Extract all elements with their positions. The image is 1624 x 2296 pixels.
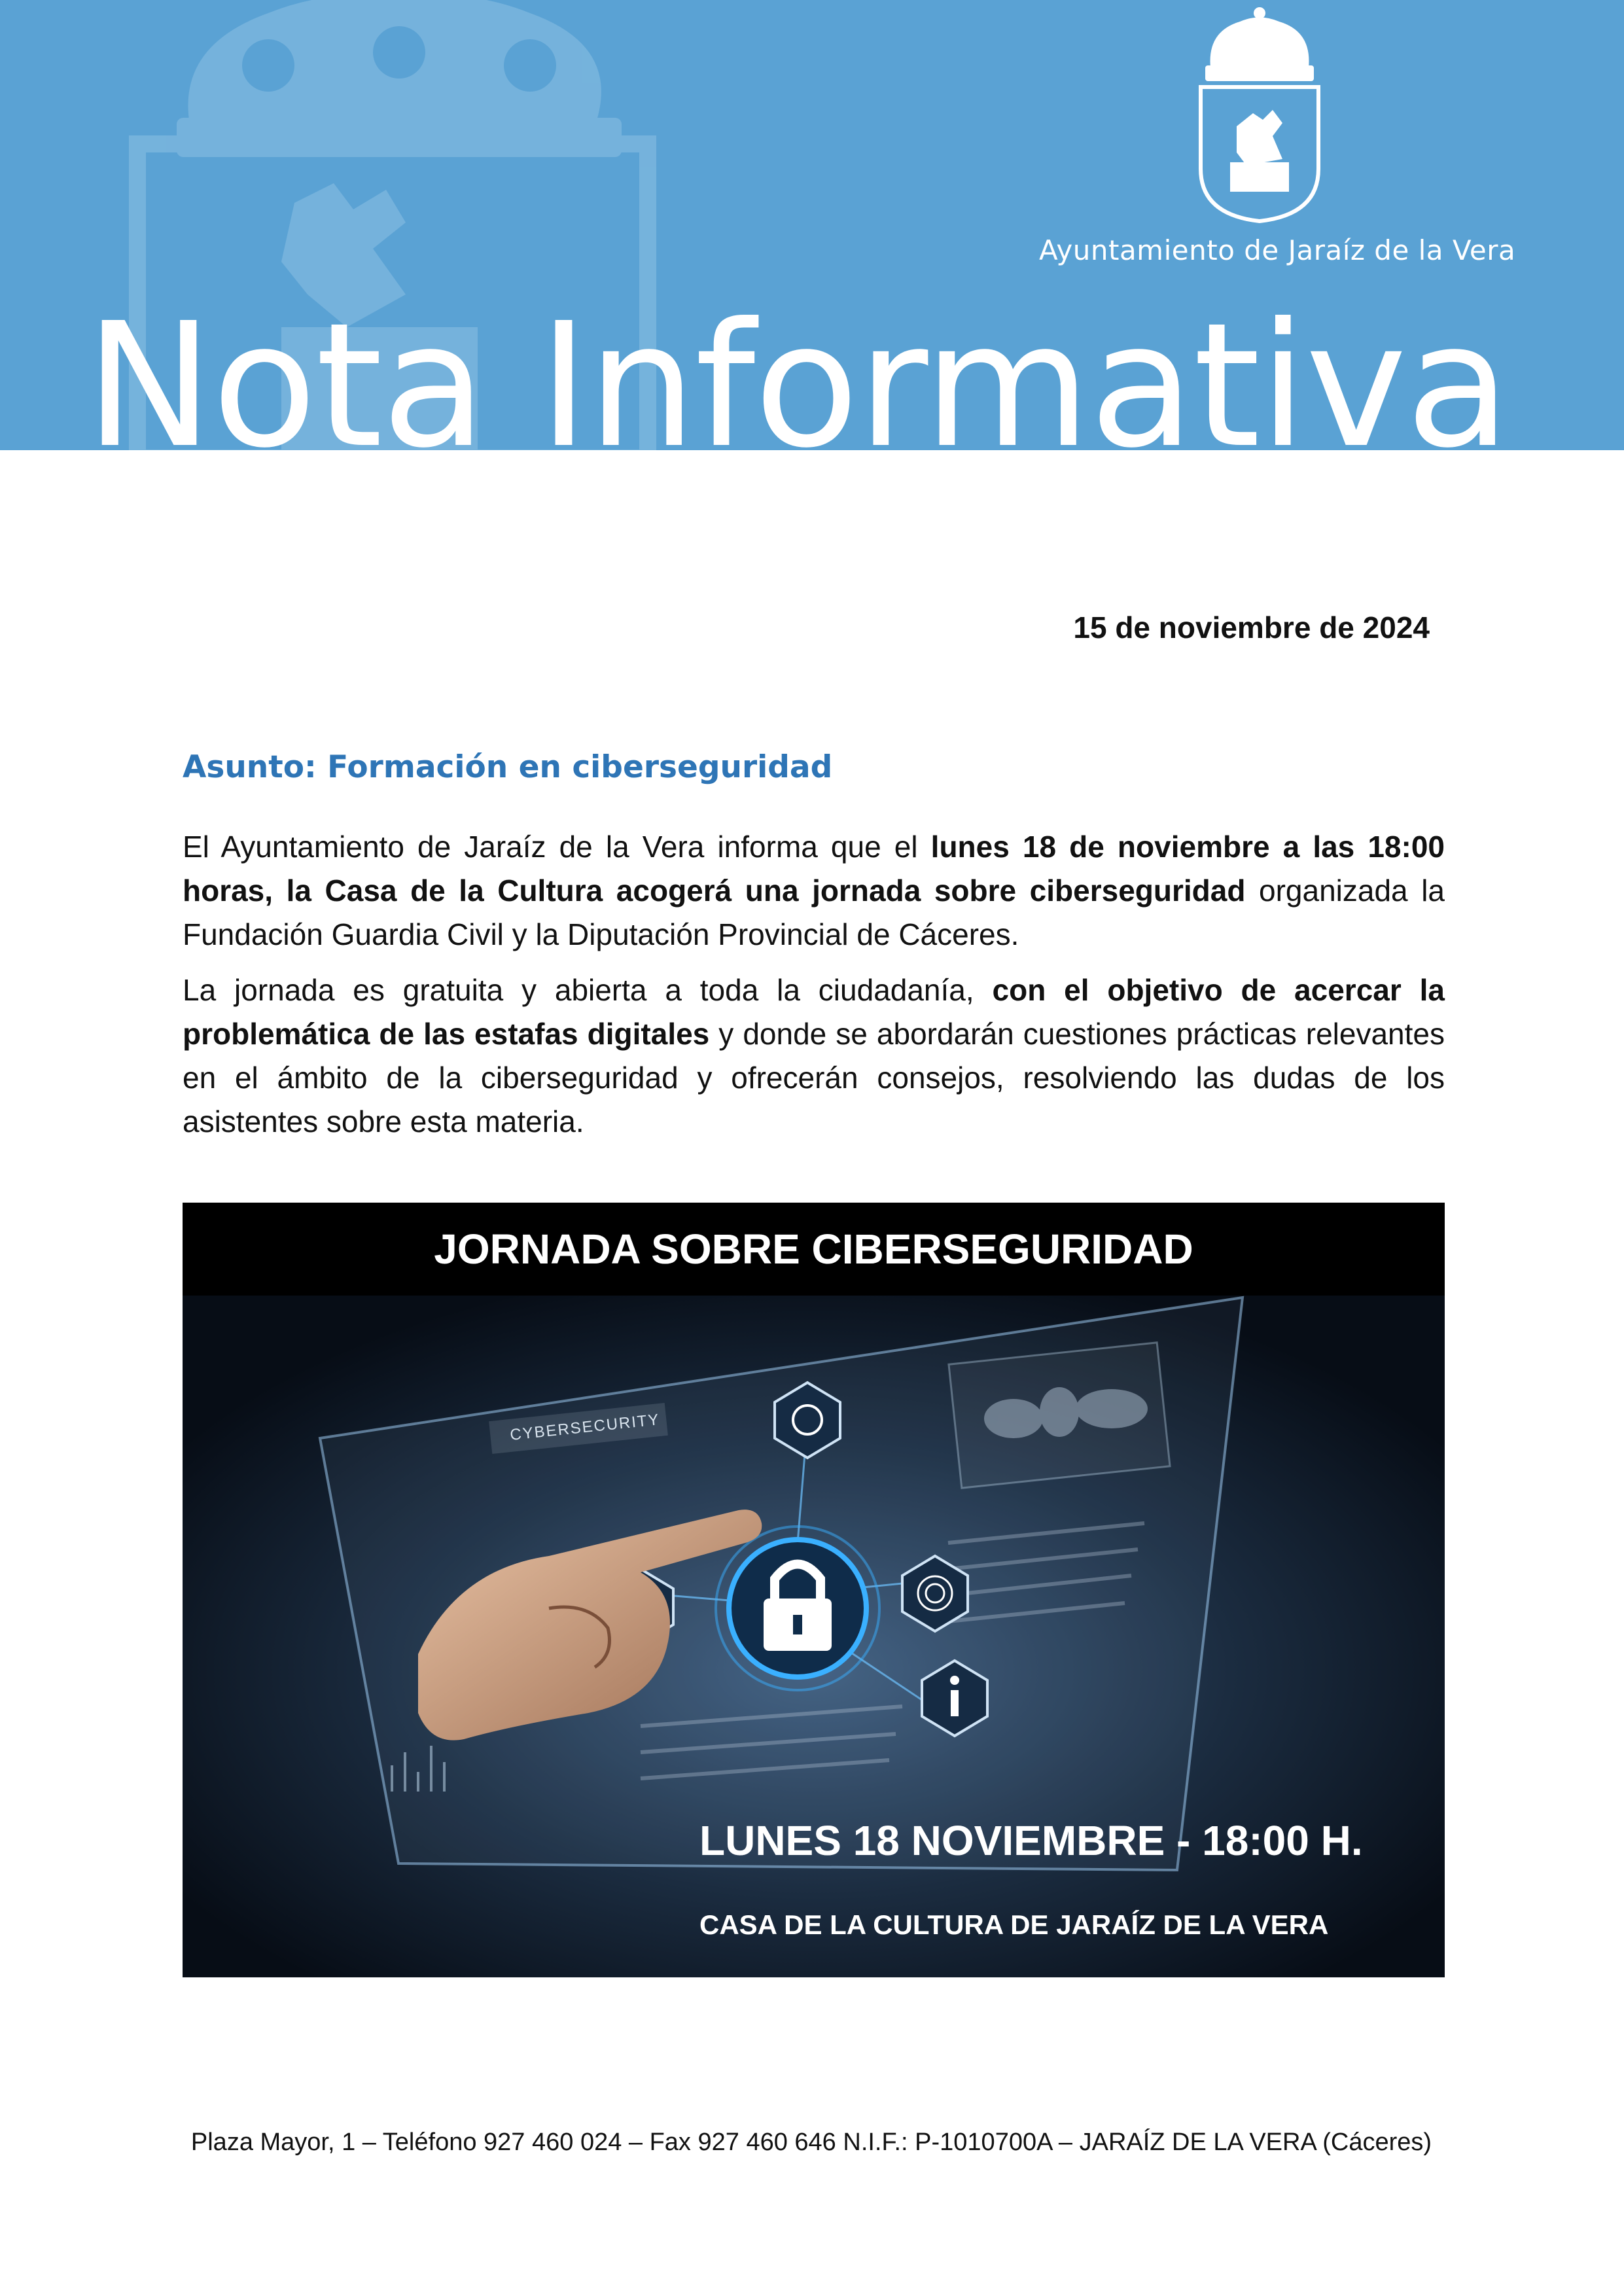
padlock-icon [716, 1527, 879, 1690]
paragraph-emphasis: con el objetivo de acercar la problemática de las estafas digitales [183, 973, 1445, 1051]
paragraph-emphasis: lunes 18 de noviembre a las 18:00 horas, la Casa de la Cultura acogerá una jornada sobre ciberseguridad [183, 830, 1445, 908]
paragraph-text: organizada la Fundación Guardia Civil y la Diputación Provincial de Cáceres. [183, 874, 1445, 951]
paragraph-details [183, 968, 1445, 1144]
coat-of-arms-icon [1191, 5, 1328, 224]
footer-address: Plaza Mayor, 1 – Teléfono 927 460 024 – Fax 927 460 646 N.I.F.: P-1010700A – JARAÍZ DE LA VERA (Cáceres) [190, 2128, 1432, 2156]
poster-screen-label: CYBERSECURITY [509, 1411, 661, 1444]
paragraph-announcement [183, 825, 1445, 957]
page-title: Nota Informativa [85, 286, 1509, 450]
paragraph-text: y donde se abordarán cuestiones prácticas relevantes en el ámbito de la ciberseguridad y ofrecerán consejos, resolviendo las dudas de los asistentes sobre esta materia. [183, 1017, 1445, 1139]
poster-title: JORNADA SOBRE CIBERSEGURIDAD [183, 1203, 1445, 1296]
header-banner [0, 0, 1624, 450]
subject-heading: Asunto: Formación en ciberseguridad [183, 749, 833, 785]
organization-name: Ayuntamiento de Jaraíz de la Vera [1039, 234, 1516, 266]
poster-date-time: LUNES 18 NOVIEMBRE - 18:00 H. [699, 1817, 1363, 1864]
document-date: 15 de noviembre de 2024 [1073, 610, 1430, 645]
paragraph-text: El Ayuntamiento de Jaraíz de la Vera informa que el [183, 830, 931, 864]
event-poster [183, 1203, 1445, 1977]
poster-venue: CASA DE LA CULTURA DE JARAÍZ DE LA VERA [699, 1909, 1329, 1940]
paragraph-text: La jornada es gratuita y abierta a toda la ciudadanía, [183, 973, 993, 1007]
